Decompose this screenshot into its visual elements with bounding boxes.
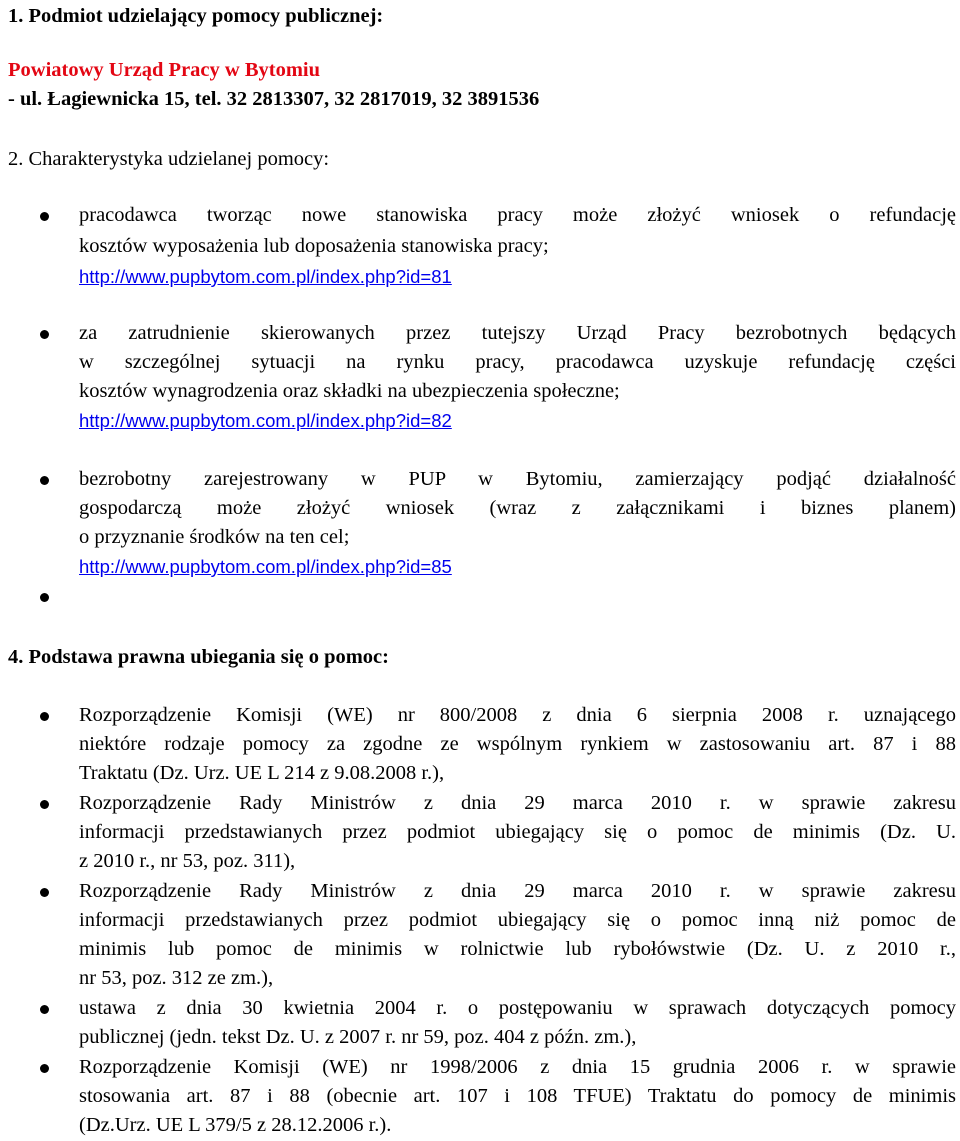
legal-item-2-line-3: z 2010 r., nr 53, poz. 311), [79,850,296,872]
aid-item-3-line-2: gospodarczą może złożyć wniosek (wraz z załącznikami i biznes planem) [79,497,956,519]
aid-item-2-link[interactable]: http://www.pupbytom.com.pl/index.php?id=82 [79,410,452,431]
org-name: Powiatowy Urząd Pracy w Bytomiu [8,59,321,81]
aid-item-2-line-1: za zatrudnienie skierowanych przez tutejszy Urząd Pracy bezrobotnych będących [79,322,956,344]
section-2-heading: 2. Charakterystyka udzielanej pomocy: [8,148,330,170]
legal-item-2-line-1: Rozporządzenie Rady Ministrów z dnia 29 marca 2010 r. w sprawie zakresu [79,792,956,814]
legal-item-1-line-2: niektóre rodzaje pomocy za zgodne ze wspólnym rynkiem w zastosowaniu art. 87 i 88 [79,733,956,755]
bullet-icon [40,476,49,485]
aid-item-1-line-2: kosztów wyposażenia lub doposażenia stanowiska pracy; [79,235,549,257]
aid-item-2-line-3: kosztów wynagrodzenia oraz składki na ubezpieczenia społeczne; [79,380,620,402]
org-address: - ul. Łagiewnicka 15, tel. 32 2813307, 32 2817019, 32 3891536 [8,88,540,110]
bullet-icon [40,330,49,339]
bullet-icon [40,888,49,897]
legal-item-2-line-2: informacji przedstawianych przez podmiot ubiegający się o pomoc de minimis (Dz. U. [79,821,956,843]
bullet-icon [40,800,49,809]
bullet-icon [40,712,49,721]
bullet-icon [40,212,49,221]
legal-item-4-line-1: ustawa z dnia 30 kwietnia 2004 r. o postępowaniu w sprawach dotyczących pomocy [79,997,956,1019]
legal-item-1-line-1: Rozporządzenie Komisji (WE) nr 800/2008 z dnia 6 sierpnia 2008 r. uznającego [79,704,956,726]
aid-item-2-line-2: w szczególnej sytuacji na rynku pracy, pracodawca uzyskuje refundację części [79,351,956,373]
section-1-heading: 1. Podmiot udzielający pomocy publicznej: [8,5,384,27]
legal-item-5-line-1: Rozporządzenie Komisji (WE) nr 1998/2006 z dnia 15 grudnia 2006 r. w sprawie [79,1056,956,1078]
aid-item-1-line-1: pracodawca tworząc nowe stanowiska pracy może złożyć wniosek o refundację [79,204,956,226]
legal-item-1-line-3: Traktatu (Dz. Urz. UE L 214 z 9.08.2008 r.), [79,762,445,784]
legal-item-5-line-3: (Dz.Urz. UE L 379/5 z 28.12.2006 r.). [79,1114,392,1136]
aid-item-3-line-1: bezrobotny zarejestrowany w PUP w Bytomiu, zamierzający podjąć działalność [79,468,956,490]
aid-item-3-line-3: o przyznanie środków na ten cel; [79,526,350,548]
legal-item-3-line-1: Rozporządzenie Rady Ministrów z dnia 29 marca 2010 r. w sprawie zakresu [79,880,956,902]
bullet-icon [40,1005,49,1014]
legal-item-3-line-2: informacji przedstawianych przez podmiot ubiegający się o pomoc inną niż pomoc de [79,909,956,931]
bullet-icon [40,593,49,602]
section-4-heading: 4. Podstawa prawna ubiegania się o pomoc: [8,646,389,668]
legal-item-3-line-4: nr 53, poz. 312 ze zm.), [79,967,274,989]
legal-item-4-line-2: publicznej (jedn. tekst Dz. U. z 2007 r. nr 59, poz. 404 z późn. zm.), [79,1026,637,1048]
aid-item-3-link[interactable]: http://www.pupbytom.com.pl/index.php?id=85 [79,556,452,577]
bullet-icon [40,1064,49,1073]
legal-item-5-line-2: stosowania art. 87 i 88 (obecnie art. 107 i 108 TFUE) Traktatu do pomocy de minimis [79,1085,956,1107]
legal-item-3-line-3: minimis lub pomoc de minimis w rolnictwie lub rybołówstwie (Dz. U. z 2010 r., [79,938,956,960]
aid-item-1-link[interactable]: http://www.pupbytom.com.pl/index.php?id=81 [79,266,452,287]
